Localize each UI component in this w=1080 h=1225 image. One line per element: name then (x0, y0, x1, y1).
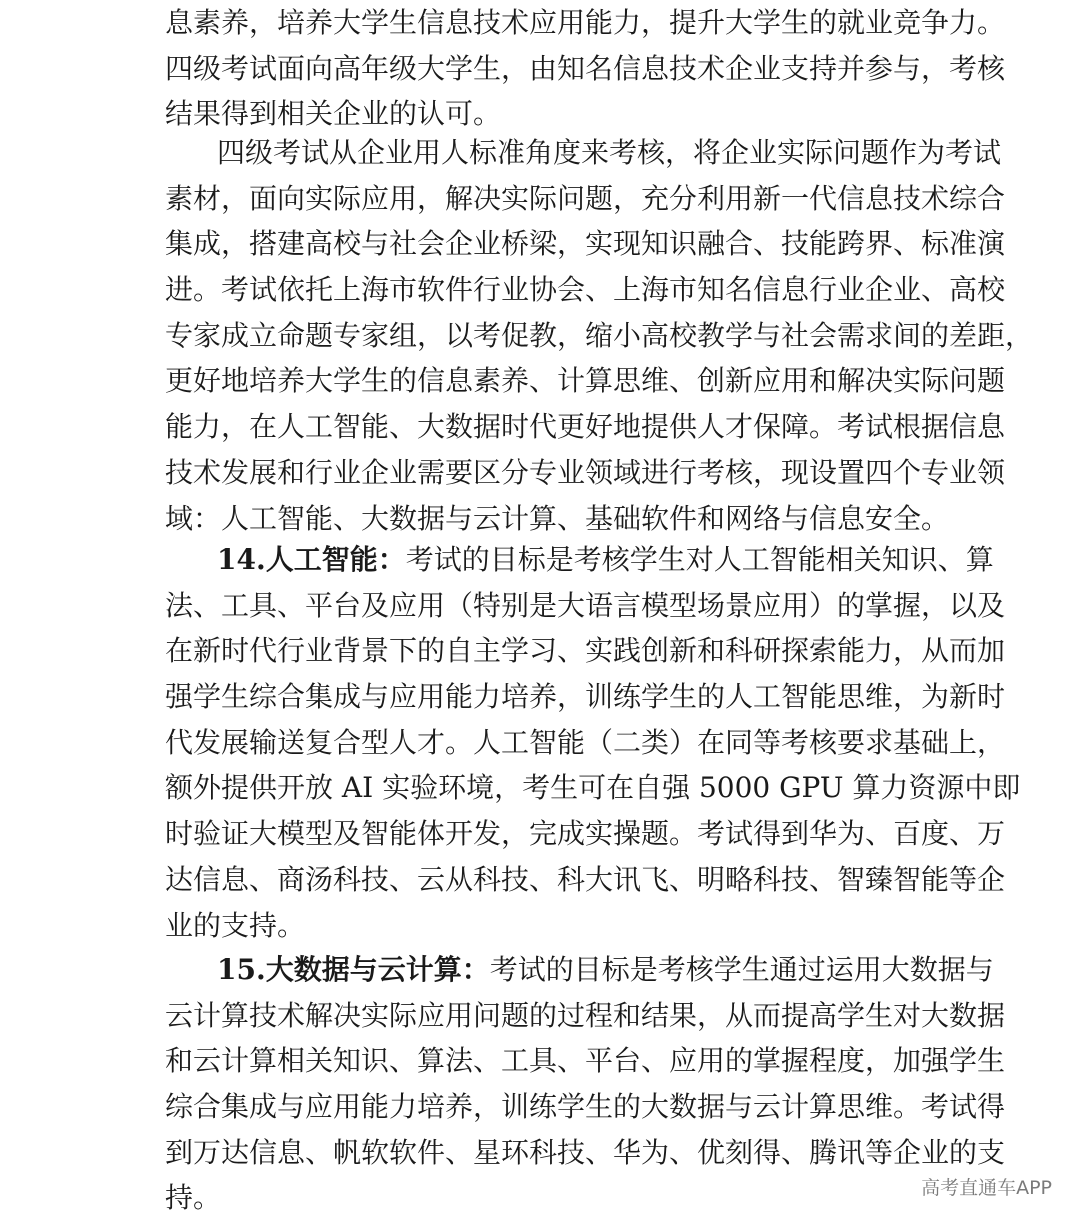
text-line: 到万达信息、帆软软件、星环科技、华为、优刻得、腾讯等企业的支 (165, 1135, 1006, 1169)
text-line: 结果得到相关企业的认可。 (165, 97, 502, 131)
text-span: 考试的目标是考核学生通过运用大数据与 (489, 953, 994, 986)
text-line: 更好地培养大学生的信息素养、计算思维、创新应用和解决实际问题 (165, 364, 1006, 398)
text-line: 素材，面向实际应用，解决实际问题，充分利用新一代信息技术综合 (165, 181, 1006, 215)
text-line: 综合集成与应用能力培养，训练学生的大数据与云计算思维。考试得 (165, 1090, 1006, 1124)
text-line: 持。 (165, 1181, 222, 1215)
text-line: 额外提供开放 AI 实验环境，考生可在自强 5000 GPU 算力资源中即 (165, 771, 1021, 805)
text-line: 四级考试从企业用人标准角度来考核，将企业实际问题作为考试 (217, 136, 1002, 169)
paragraph-ai (165, 537, 1021, 948)
text-line: 强学生综合集成与应用能力培养，训练学生的人工智能思维，为新时 (165, 680, 1006, 714)
text-line: 代发展输送复合型人才。人工智能（二类）在同等考核要求基础上， (165, 725, 1006, 759)
text-line: 进。考试依托上海市软件行业协会、上海市知名信息行业企业、高校 (165, 273, 1006, 307)
text-line (165, 947, 994, 993)
text-line: 能力，在人工智能、大数据时代更好地提供人才保障。考试根据信息 (165, 410, 1006, 444)
text-line (165, 537, 994, 583)
text-line: 四级考试面向高年级大学生，由知名信息技术企业支持并参与，考核 (165, 51, 1006, 85)
text-line: 云计算技术解决实际应用问题的过程和结果，从而提高学生对大数据 (165, 998, 1006, 1032)
text-line: 达信息、商汤科技、云从科技、科大讯飞、明略科技、智臻智能等企 (165, 862, 1006, 896)
text-line: 业的支持。 (165, 908, 306, 942)
text-line: 域：人工智能、大数据与云计算、基础软件和网络与信息安全。 (165, 501, 950, 535)
text-span: 考试的目标是考核学生对人工智能相关知识、算 (405, 543, 994, 576)
section-heading-ai: 14.人工智能： (217, 543, 406, 576)
text-line: 和云计算相关知识、算法、工具、平台、应用的掌握程度，加强学生 (165, 1044, 1006, 1078)
text-line: 技术发展和行业企业需要区分专业领域进行考核，现设置四个专业领 (165, 455, 1006, 489)
section-heading-big-data: 15.大数据与云计算： (217, 953, 490, 986)
text-line: 息素养，培养大学生信息技术应用能力，提升大学生的就业竞争力。 (165, 6, 1006, 39)
text-line: 在新时代行业背景下的自主学习、实践创新和科研探索能力，从而加 (165, 634, 1006, 668)
text-line: 集成，搭建高校与社会企业桥梁，实现知识融合、技能跨界、标准演 (165, 227, 1006, 261)
text-line: 法、工具、平台及应用（特别是大语言模型场景应用）的掌握，以及 (165, 588, 1006, 622)
text-line: 时验证大模型及智能体开发，完成实操题。考试得到华为、百度、万 (165, 817, 1006, 851)
watermark: 高考直通车APP (921, 1177, 1052, 1199)
paragraph-level4-exam (165, 130, 1034, 541)
text-line: 专家成立命题专家组，以考促教，缩小高校教学与社会需求间的差距， (165, 318, 1034, 352)
paragraph-intro-continuation (165, 0, 1006, 137)
